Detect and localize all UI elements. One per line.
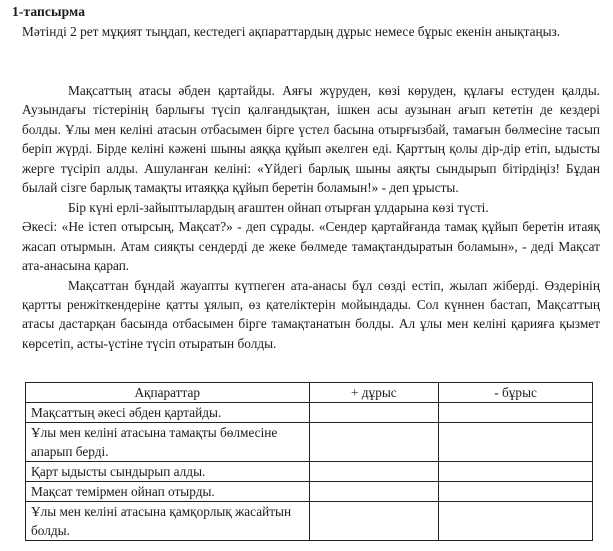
task-instruction: Мәтінді 2 рет мұқият тыңдап, кестедегі ақпараттардың дұрыс немесе бұрыс екенін анықтаңыз. xyxy=(22,24,561,39)
table-row xyxy=(26,462,593,482)
statement-cell: Қарт ыдысты сындырып алды. xyxy=(26,462,310,482)
story-text xyxy=(22,81,600,353)
table-row xyxy=(26,482,593,502)
statement-cell: Ұлы мен келіні атасына тамақты бөлмесіне апарып берді. xyxy=(26,423,310,462)
story-paragraph-4: Мақсаттан бұндай жауапты күтпеген ата-анасы бұл сөзді естіп, жылап жіберді. Өздерінің қартты ренжіткендеріне қатты ұялып, өз қателіктерін мойындады. Сол күннен бастап, Мақсаттың атасы дастарқан басында отбасымен бірге тамақтанатын болды. Ал ұлы мен келіні қарияға қызмет көрсетіп, асты-үстіне түсіп отыратын болды. xyxy=(22,277,600,351)
header-true: + дұрыс xyxy=(309,383,439,403)
header-info: Ақпараттар xyxy=(26,383,310,403)
story-paragraph-1: Мақсаттың атасы әбден қартайды. Аяғы жүруден, көзі көруден, құлағы естуден қалды. Аузындағы тістерінің барлығы түсіп қалғандықтан, ішкен асы аузынан ағып кететін де кездері болды. Ұлы мен келіні атасын отбасымен бірге үстел басына отырғызбай, тамағын бөлмесіне тасып беріп жүрді. Бірде келіні кәжені шыны аяққа құйып әкелген еді. Қарттың қолы дір-дір етіп, ыдысты жерге түсіріп алды. Ашуланған келіні: «Үйдегі барлық шыны аяқты сындырып бітірдіңіз! Бұдан былай сізге барлық тамақты итаяққа құйып беретін боламын!» - деп ұрысты. xyxy=(22,83,600,196)
table-row xyxy=(26,502,593,541)
false-answer-cell[interactable] xyxy=(439,482,593,502)
statement-cell: Мақсаттың әкесі әбден қартайды. xyxy=(26,403,310,423)
header-false: - бұрыс xyxy=(439,383,593,403)
false-answer-cell[interactable] xyxy=(439,462,593,482)
false-answer-cell[interactable] xyxy=(439,423,593,462)
table-row xyxy=(26,423,593,462)
story-paragraph-2: Бір күні ерлі-зайыптылардың ағаштен ойнап отырған ұлдарына көзі түсті. xyxy=(68,199,489,215)
table-header-row xyxy=(26,383,593,403)
true-answer-cell[interactable] xyxy=(309,482,439,502)
true-answer-cell[interactable] xyxy=(309,462,439,482)
true-answer-cell[interactable] xyxy=(309,502,439,541)
statement-cell: Мақсат темірмен ойнап отырды. xyxy=(26,482,310,502)
table-row xyxy=(26,403,593,423)
true-answer-cell[interactable] xyxy=(309,403,439,423)
task-heading: 1-тапсырма xyxy=(12,4,86,19)
false-answer-cell[interactable] xyxy=(439,502,593,541)
statement-cell: Ұлы мен келіні атасына қамқорлық жасайтын болды. xyxy=(26,502,310,541)
true-answer-cell[interactable] xyxy=(309,423,439,462)
story-paragraph-3: Әкесі: «Не істеп отырсың, Мақсат?» - деп сұрады. «Сендер қартайғанда тамақ құйып беретін итаяқ жасап отырмын. Атам сияқты сендерді де жеке бөлмеде тамақтандыратын боламын», - деді Мақсат ата-анасына қарап. xyxy=(22,219,600,274)
true-false-table xyxy=(25,382,593,541)
false-answer-cell[interactable] xyxy=(439,403,593,423)
